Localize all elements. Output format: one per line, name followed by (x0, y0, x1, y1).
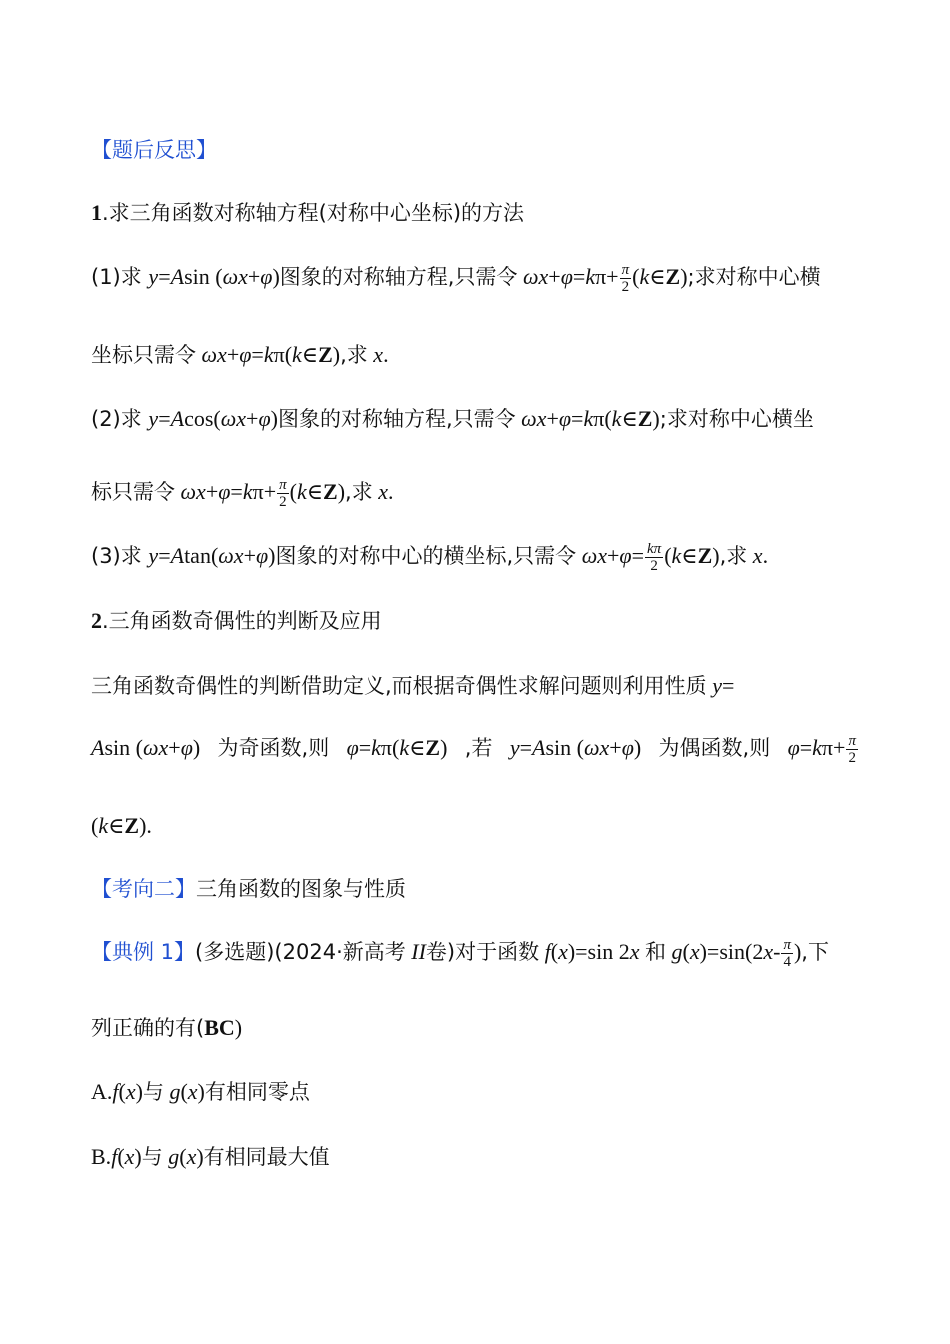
option-a-text: 有相同零点 (204, 1080, 310, 1104)
example-1-and: 和 (645, 940, 667, 964)
example-1-question: 列正确的有( (91, 1016, 205, 1040)
section-2-line-3 (91, 811, 152, 841)
item-3-line-1: (3)求 y=Atan(ωx+φ)图象的对称中心的横坐标,只需令 ωx+φ= $\frac{k\pi}{2}$ (k∈Z),求 x. (91, 541, 769, 575)
item-2-line-2: 标只需令 ωx+φ=kπ+ $\frac{\pi}{2}$ (k∈Z),求 x. (91, 477, 394, 511)
kaoxiang-title: 三角函数的图象与性质 (196, 877, 406, 901)
formula-axis-condition: ωx+φ=kπ+ $\frac{\pi}{2}$ (k∈Z) (522, 262, 688, 296)
section-2-number: 2 (91, 608, 102, 633)
section-2-line-2 (91, 733, 859, 766)
formula-asin: y=Asin (ωx+φ) (148, 264, 280, 289)
fraction-pi-over-2: $\frac{\pi}{2}$ (279, 477, 287, 511)
item-1-line-1 (91, 262, 821, 295)
example-1-roman: II (411, 939, 426, 964)
formula-atan: y=Atan(ωx+φ) (148, 543, 276, 568)
option-a-label: A. (91, 1079, 113, 1104)
kaoxiang-heading (91, 874, 406, 904)
example-1-source: (多选题)(2024·新高考 (195, 940, 406, 964)
item-2-line-1 (91, 404, 814, 434)
item-2-prefix: (2)求 (91, 407, 149, 431)
formula-asin-even: y=Asin (ωx+φ) (509, 735, 642, 760)
formula-k-in-z: (k∈Z). (91, 813, 152, 838)
item-3-prefix: (3)求 (91, 544, 149, 568)
formula-tan-center-condition: ωx+φ= $\frac{k\pi}{2}$ (k∈Z) (581, 541, 720, 575)
item-3-text-2: ,求 (719, 544, 748, 568)
section-2-odd-text: 为奇函数,则 (217, 736, 330, 760)
fraction-pi-over-2: $\frac{\pi}{2}$ (848, 733, 856, 767)
formula-asin-odd: Asin (ωx+φ) (91, 735, 201, 760)
formula-f: f(x)=sin 2x (544, 939, 640, 964)
formula-center-condition-2: ωx+φ=kπ+ $\frac{\pi}{2}$ (k∈Z) (180, 477, 346, 511)
formula-axis-condition-2: ωx+φ=kπ(k∈Z) (521, 406, 660, 431)
item-1-text-3: 坐标只需令 (91, 343, 196, 367)
example-1-answer: BC (204, 1015, 235, 1040)
item-2-text-2: ;求对称中心横坐 (659, 407, 814, 431)
kaoxiang-label: 【考向二】 (91, 877, 196, 901)
option-b: B.f(x)与 g(x)有相同最大值 (91, 1144, 330, 1169)
section-2-even-text: 为偶函数,则 (658, 736, 771, 760)
section-2-text: 三角函数奇偶性的判断借助定义,而根据奇偶性求解问题则利用性质 (91, 674, 707, 698)
item-3-text: 图象的对称中心的横坐标,只需令 (275, 544, 577, 568)
section-1-number: 1 (91, 200, 102, 225)
example-1-line-2: 列正确的有(BC) (91, 1015, 243, 1040)
section-2-title (91, 606, 382, 636)
item-1-prefix: (1)求 (91, 265, 149, 289)
section-2-if-text: ,若 (464, 736, 493, 760)
formula-g: g(x)=sin(2x- $\frac{\pi}{4}$ ) (671, 937, 802, 971)
section-2-title-text: .三角函数奇偶性的判断及应用 (102, 609, 382, 633)
section-2-line-1: 三角函数奇偶性的判断借助定义,而根据奇偶性求解问题则利用性质 y= (91, 673, 735, 698)
option-b-label: B. (91, 1144, 112, 1169)
example-1-line-1 (91, 937, 829, 970)
item-2-text: 图象的对称轴方程,只需令 (277, 407, 516, 431)
formula-acos: y=Acos(ωx+φ) (148, 406, 278, 431)
item-2-text-4: ,求 (345, 480, 373, 504)
item-1-text-4: ,求 (340, 343, 368, 367)
fraction-kpi-over-2: $\frac{k\pi}{2}$ (647, 541, 662, 575)
fraction-pi-over-2: $\frac{\pi}{2}$ (621, 262, 630, 296)
example-1-text-2: ,下 (801, 940, 829, 964)
option-a: A.f(x)与 g(x)有相同零点 (91, 1079, 310, 1104)
reflection-heading: 【题后反思】 (91, 138, 217, 162)
item-1-text: 图象的对称轴方程,只需令 (279, 265, 518, 289)
formula-phi-odd: φ=kπ(k∈Z) (346, 735, 448, 760)
item-1-line-2: 坐标只需令 ωx+φ=kπ(k∈Z),求 x. (91, 342, 389, 367)
fraction-pi-over-4: $\frac{\pi}{4}$ (783, 937, 791, 971)
section-1-title (91, 198, 524, 228)
option-b-text: 有相同最大值 (203, 1145, 330, 1169)
example-1-label: 【典例 1】 (91, 940, 196, 964)
formula-phi-even: φ=kπ+ $\frac{\pi}{2}$ (787, 733, 856, 767)
item-2-text-3: 标只需令 (91, 480, 175, 504)
section-1-title-text: .求三角函数对称轴方程(对称中心坐标)的方法 (102, 201, 525, 225)
formula-center-condition: ωx+φ=kπ(k∈Z) (201, 342, 341, 367)
example-1-text: 卷)对于函数 (425, 940, 540, 964)
item-1-text-2: ;求对称中心横 (687, 265, 821, 289)
